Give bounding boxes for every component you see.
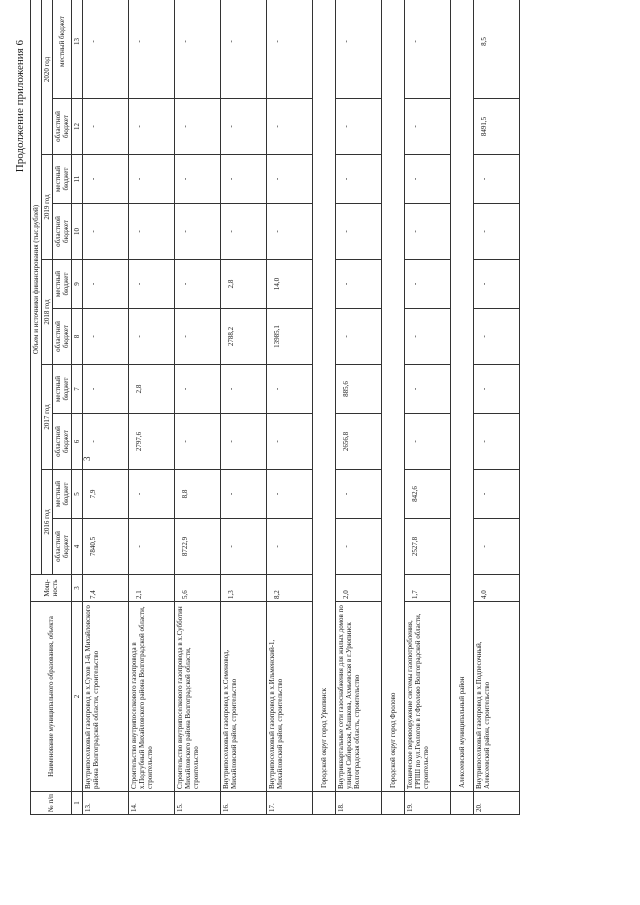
funding-value: - (267, 519, 313, 575)
header-no: № п/п (31, 792, 72, 815)
funding-value: 7,9 (83, 470, 129, 519)
header-local-budget: местный бюджет (53, 155, 72, 204)
column-number: 3 (72, 575, 83, 602)
row-number: 19. (405, 792, 451, 815)
funding-value: - (336, 470, 382, 519)
funding-value: - (221, 365, 267, 414)
header-year: 2016 год (42, 470, 53, 575)
funding-value: 8491,5 (474, 99, 520, 155)
funding-value: - (175, 204, 221, 260)
funding-value: - (405, 414, 451, 470)
funding-value: - (129, 0, 175, 99)
table-row (175, 0, 221, 815)
column-number: 6 (72, 414, 83, 470)
row-number: 16. (221, 792, 267, 815)
funding-value: - (474, 309, 520, 365)
header-year: 2020 год (42, 0, 53, 155)
funding-value: - (129, 204, 175, 260)
funding-value: - (336, 260, 382, 309)
funding-value: - (267, 470, 313, 519)
funding-value: - (474, 519, 520, 575)
funding-value: - (83, 155, 129, 204)
funding-value: - (405, 155, 451, 204)
funding-value: - (336, 99, 382, 155)
funding-value: - (221, 204, 267, 260)
table-row (129, 0, 175, 815)
continuation-label: Продолжение приложения 6 (14, 40, 26, 173)
header-regional-budget: областной бюджет (53, 414, 72, 470)
row-number: 20. (474, 792, 520, 815)
row-number: 13. (83, 792, 129, 815)
column-number: 10 (72, 204, 83, 260)
section-row (382, 0, 405, 815)
funding-value: - (129, 155, 175, 204)
capacity-value: 1,3 (221, 575, 267, 602)
funding-value: 2788,2 (221, 309, 267, 365)
capacity-value: 7,4 (83, 575, 129, 602)
column-number: 8 (72, 309, 83, 365)
funding-value: - (405, 204, 451, 260)
header-regional-budget: областной бюджет (53, 99, 72, 155)
section-blank (382, 792, 405, 815)
funding-value: 2797,6 (129, 414, 175, 470)
funding-value: 842,6 (405, 470, 451, 519)
funding-value: 2,8 (129, 365, 175, 414)
object-name: Внутрипоселковый газопровод в х.Сухов 1-й, Михайловского района Волгоградской области, строительство (83, 602, 129, 792)
funding-value: - (129, 260, 175, 309)
funding-value: - (175, 414, 221, 470)
table-row (405, 0, 451, 815)
funding-value: - (405, 260, 451, 309)
funding-value: - (267, 414, 313, 470)
funding-value: - (129, 519, 175, 575)
funding-value: - (83, 99, 129, 155)
header-local-budget: местный бюджет (53, 470, 72, 519)
funding-value: - (83, 414, 129, 470)
row-number: 17. (267, 792, 313, 815)
capacity-value: 2,1 (129, 575, 175, 602)
header-year: 2019 год (42, 155, 53, 260)
funding-value: - (267, 0, 313, 99)
funding-value: - (336, 155, 382, 204)
funding-value: 14,0 (267, 260, 313, 309)
funding-value: 7840,5 (83, 519, 129, 575)
funding-value: - (336, 0, 382, 99)
funding-value: - (336, 204, 382, 260)
funding-value: 2,8 (221, 260, 267, 309)
funding-value: 8,5 (474, 0, 520, 99)
funding-value: - (267, 155, 313, 204)
header-regional-budget: областной бюджет (53, 519, 72, 575)
funding-value: - (267, 365, 313, 414)
header-name: Наименование муниципального образования, объекта (31, 602, 72, 792)
funding-value: - (83, 260, 129, 309)
capacity-value: 1,7 (405, 575, 451, 602)
header-regional-budget: областной бюджет (53, 204, 72, 260)
section-label: Городской округ город Фролово (382, 0, 405, 792)
table-row (474, 0, 520, 815)
funding-value: - (129, 309, 175, 365)
funding-value: - (175, 0, 221, 99)
section-label: Алексеевский муниципальный район (451, 0, 474, 792)
capacity-value: 4,0 (474, 575, 520, 602)
funding-value: 8722,9 (175, 519, 221, 575)
funding-value: - (405, 309, 451, 365)
header-local-budget: местный бюджет (53, 0, 72, 99)
funding-value: - (175, 155, 221, 204)
section-row (451, 0, 474, 815)
funding-value: - (474, 204, 520, 260)
funding-value: - (175, 365, 221, 414)
section-label: Городской округ город Урюпинск (313, 0, 336, 792)
object-name: Внутрипоселковый газопровод в х.Семеновод, Михайловский район, строительство (221, 602, 267, 792)
row-number: 18. (336, 792, 382, 815)
funding-value: - (336, 519, 382, 575)
column-number: 13 (72, 0, 83, 99)
object-name: Техническое перевооружение системы газопотребления, ГРПШ по ул.Геологов в г.Фролово Волгоградской области, строительство (405, 602, 451, 792)
funding-value: - (175, 260, 221, 309)
funding-value: - (405, 365, 451, 414)
section-blank (313, 792, 336, 815)
header-year: 2018 год (42, 260, 53, 365)
section-row (313, 0, 336, 815)
funding-value: - (83, 309, 129, 365)
object-name: Внутриквартальные сети газоснабжения для жилых домов по улицам Сибирская, Машкова, Ахмьевская в г.Урюпинск Волгоградская область, строительство (336, 602, 382, 792)
funding-value: - (405, 0, 451, 99)
funding-value: 13985,1 (267, 309, 313, 365)
funding-value: - (221, 414, 267, 470)
capacity-value: 8,2 (267, 575, 313, 602)
funding-value: - (474, 260, 520, 309)
funding-value: - (221, 519, 267, 575)
table-row (267, 0, 313, 815)
funding-value: - (221, 155, 267, 204)
funding-table (30, 0, 520, 815)
header-year: 2017 год (42, 365, 53, 470)
funding-value: - (405, 99, 451, 155)
page-number: 3 (82, 456, 92, 461)
funding-value: - (175, 99, 221, 155)
header-local-budget: местный бюджет (53, 260, 72, 309)
object-name: Строительство внутрипоселкового газопровода в х.Субботин Михайловского района Волгоградской области, строительство (175, 602, 221, 792)
header-regional-budget: областной бюджет (53, 309, 72, 365)
funding-value: - (221, 99, 267, 155)
row-number: 14. (129, 792, 175, 815)
capacity-value: 5,6 (175, 575, 221, 602)
column-number-row (72, 0, 83, 815)
capacity-value: 2,0 (336, 575, 382, 602)
column-number: 1 (72, 792, 83, 815)
funding-value: - (83, 204, 129, 260)
table-row (83, 0, 129, 815)
section-blank (451, 792, 474, 815)
funding-value: - (129, 99, 175, 155)
funding-value: - (83, 0, 129, 99)
object-name: Внутрипоселковый газопровод в х.Подпесочный, Алексеевский район, строительство (474, 602, 520, 792)
column-number: 12 (72, 99, 83, 155)
header-funding-group: Объем и источники финансирования (тыс.рублей) (31, 0, 42, 575)
object-name: Строительство внутрипоселкового газопровода в х.Подгубный Михайловского района Волгоградской области, строительство (129, 602, 175, 792)
column-number: 7 (72, 365, 83, 414)
funding-value: - (129, 470, 175, 519)
table-row (221, 0, 267, 815)
funding-value: - (175, 309, 221, 365)
column-number: 5 (72, 470, 83, 519)
column-number: 9 (72, 260, 83, 309)
funding-value: - (474, 470, 520, 519)
row-number: 15. (175, 792, 221, 815)
column-number: 2 (72, 602, 83, 792)
funding-value: - (474, 414, 520, 470)
funding-value: - (474, 365, 520, 414)
header-capacity: Мощ-ность (31, 575, 72, 602)
funding-value: 8,8 (175, 470, 221, 519)
funding-value: 885,6 (336, 365, 382, 414)
table-row (336, 0, 382, 815)
funding-value: 2527,8 (405, 519, 451, 575)
funding-value: - (267, 204, 313, 260)
funding-value: - (267, 99, 313, 155)
funding-value: - (221, 470, 267, 519)
header-local-budget: местный бюджет (53, 365, 72, 414)
funding-value: 2656,8 (336, 414, 382, 470)
column-number: 4 (72, 519, 83, 575)
funding-value: - (474, 155, 520, 204)
funding-value: - (83, 365, 129, 414)
column-number: 11 (72, 155, 83, 204)
funding-value: - (221, 0, 267, 99)
object-name: Внутрипоселковый газопровод в х.Ильменский-1, Михайловский район, строительство (267, 602, 313, 792)
funding-value: - (336, 309, 382, 365)
